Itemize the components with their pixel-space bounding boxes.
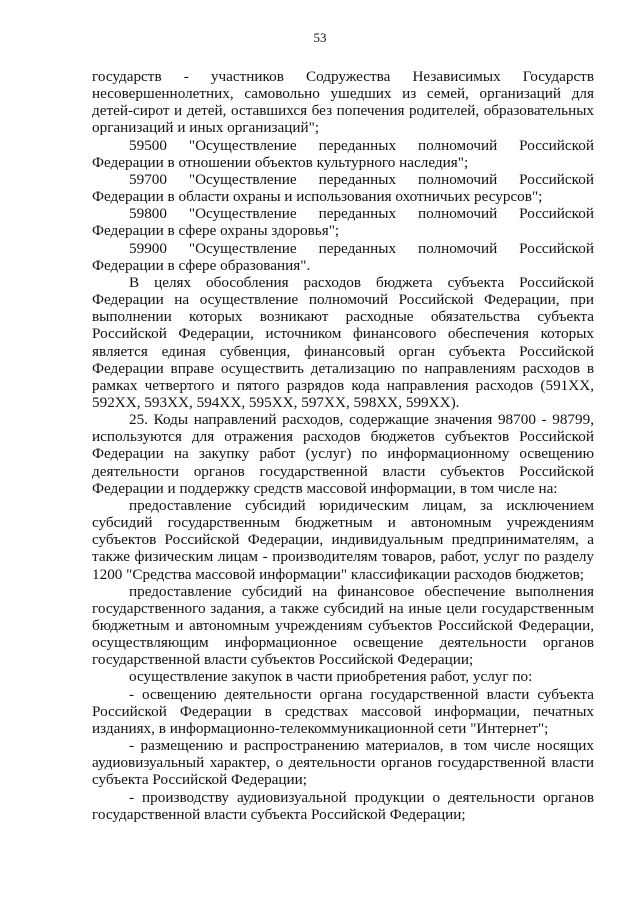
- document-body: [92, 68, 594, 823]
- paragraph-detailing: В целях обособления расходов бюджета субъекта Российской Федерации на осуществление полномочий Российской Федерации, при выполнении которых возникают расходные обязательства субъекта Российской Федерации, источником финансового обеспечения которых является единая субвенция, финансовый орган субъекта Российской Федерации вправе осуществить детализацию по направлениям расходов в рамках четвертого и пятого разрядов кода направления расходов (591XX, 592XX, 593XX, 594XX, 595XX, 597XX, 598XX, 599XX).: [92, 273, 594, 411]
- paragraph-code-59900: 59900 "Осуществление переданных полномочий Российской Федерации в сфере образования".: [92, 239, 594, 274]
- paragraph-subsidies-legal-entities: предоставление субсидий юридическим лицам, за исключением субсидий государственным бюджетным и автономным учреждениям субъектов Российской Федерации, индивидуальным предпринимателям, а также физическим лицам - производителям товаров, работ, услуг по разделу 1200 "Средства массовой информации" классификации расходов бюджетов;: [92, 496, 594, 583]
- page-number: 53: [313, 30, 327, 45]
- paragraph-continuation: государств - участников Содружества Независимых Государств несовершеннолетних, самовольно ушедших из семей, организаций для детей-сирот и детей, оставшихся без попечения родителей, образовательных организаций и иных организаций";: [92, 68, 594, 137]
- paragraph-item-25: 25. Коды направлений расходов, содержащие значения 98700 - 98799, используются для отражения расходов бюджетов субъектов Российской Федерации на закупку работ (услуг) по информационному освещению деятельности органов государственной власти субъектов Российской Федерации и поддержку средств массовой информации, в том числе на:: [92, 411, 594, 497]
- paragraph-procurement-production: - производству аудиовизуальной продукции о деятельности органов государственной власти субъекта Российской Федерации;: [92, 788, 594, 823]
- paragraph-procurement-coverage: - освещению деятельности органа государственной власти субъекта Российской Федерации в средствах массовой информации, печатных изданиях, в информационно-телекоммуникационной сети "Интернет";: [92, 685, 594, 737]
- paragraph-code-59700: 59700 "Осуществление переданных полномочий Российской Федерации в области охраны и использования охотничьих ресурсов";: [92, 170, 594, 206]
- paragraph-procurement: осуществление закупок в части приобретения работ, услуг по:: [129, 668, 533, 686]
- paragraph-code-59500: 59500 "Осуществление переданных полномочий Российской Федерации в отношении объектов культурного наследия";: [92, 136, 594, 171]
- paragraph-subsidies-state-task: предоставление субсидий на финансовое обеспечение выполнения государственного задания, а также субсидий на иные цели государственным бюджетным и автономным учреждениям субъектов Российской Федерации, осуществляющим информационное освещение деятельности органов государственной власти субъектов Российской Федерации;: [92, 582, 594, 669]
- paragraph-procurement-placement: - размещению и распространению материалов, в том числе носящих аудиовизуальный характер, о деятельности органов государственной власти субъекта Российской Федерации;: [92, 737, 594, 789]
- paragraph-code-59800: 59800 "Осуществление переданных полномочий Российской Федерации в сфере охраны здоровья";: [92, 205, 594, 240]
